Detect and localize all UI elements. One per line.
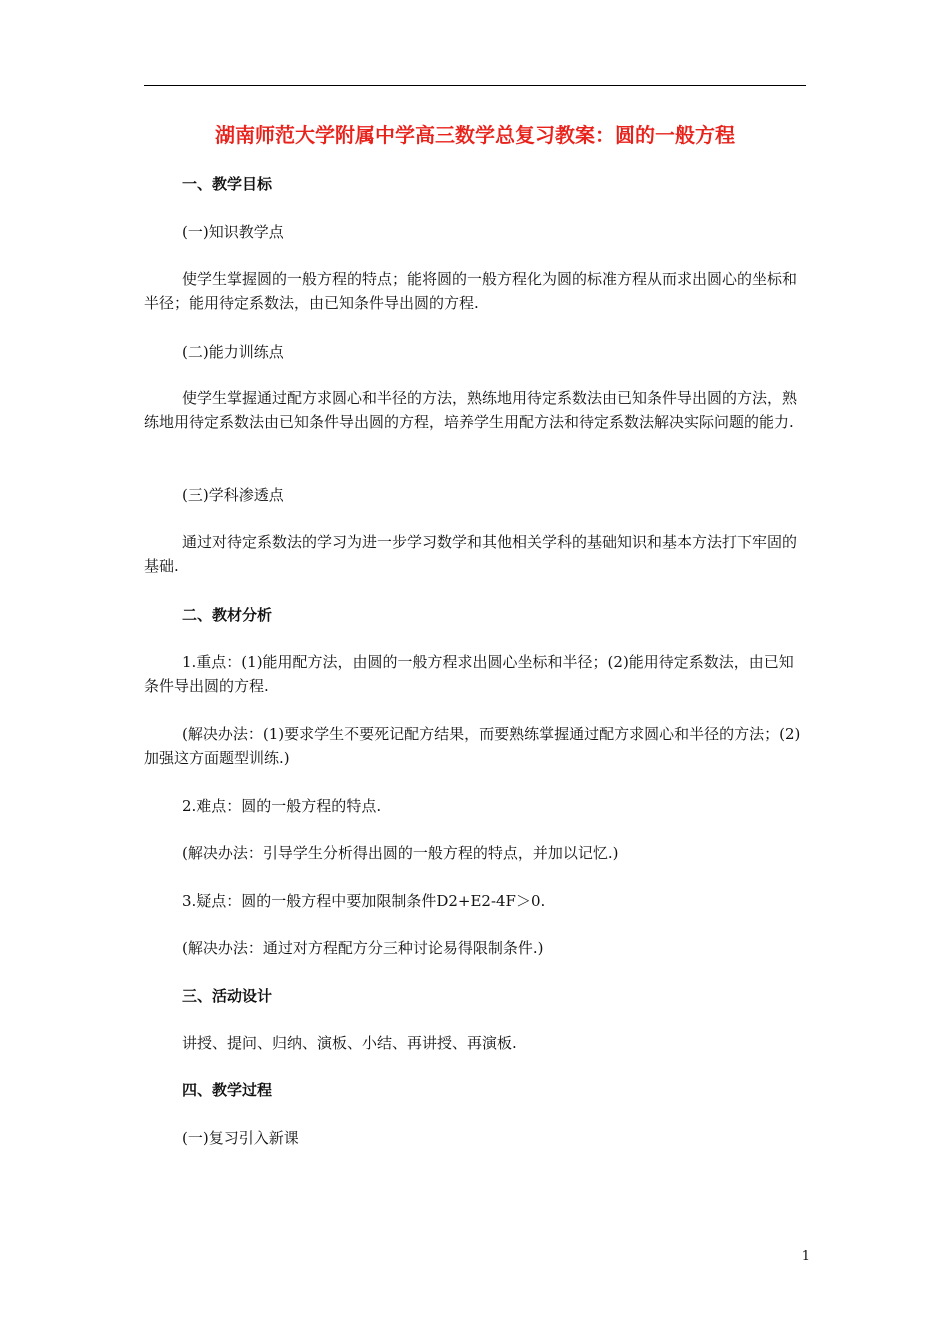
paragraph-doubtful-points: 3.疑点：圆的一般方程中要加限制条件D2+E2-4F＞0. (182, 892, 546, 910)
paragraph-doubtful-points-solution: (解决办法：通过对方程配方分三种讨论易得限制条件.) (182, 939, 544, 957)
paragraph-difficult-points: 2.难点：圆的一般方程的特点. (182, 797, 382, 815)
subheading-review-intro: (一)复习引入新课 (182, 1129, 299, 1147)
section-heading-material-analysis: 二、教材分析 (182, 606, 273, 624)
paragraph-discipline-penetration: 通过对待定系数法的学习为进一步学习数学和其他相关学科的基础知识和基本方法打下牢固的基础. (144, 533, 798, 575)
section-heading-teaching-process: 四、教学过程 (182, 1081, 273, 1099)
paragraph-key-points: 1.重点：(1)能用配方法，由圆的一般方程求出圆心坐标和半径；(2)能用待定系数法，由已知条件导出圆的方程. (144, 653, 794, 695)
page-number: 1 (801, 1249, 810, 1264)
subheading-knowledge-points: (一)知识教学点 (182, 223, 284, 241)
paragraph-key-points-solution: (解决办法：(1)要求学生不要死记配方结果，而要熟练掌握通过配方求圆心和半径的方法；(2)加强这方面题型训练.) (144, 725, 801, 767)
paragraph-knowledge-points: 使学生掌握圆的一般方程的特点；能将圆的一般方程化为圆的标准方程从而求出圆心的坐标和半径；能用待定系数法，由已知条件导出圆的方程. (144, 270, 798, 312)
paragraph-ability-training: 使学生掌握通过配方求圆心和半径的方法，熟练地用待定系数法由已知条件导出圆的方法，熟练地用待定系数法由已知条件导出圆的方程，培养学生用配方法和待定系数法解决实际问题的能力. (144, 389, 798, 431)
section-heading-teaching-goals: 一、教学目标 (182, 175, 273, 193)
section-heading-activity-design: 三、活动设计 (182, 987, 273, 1005)
document-title: 湖南师范大学附属中学高三数学总复习教案：圆的一般方程 (215, 123, 735, 147)
paragraph-difficult-points-solution: (解决办法：引导学生分析得出圆的一般方程的特点，并加以记忆.) (182, 844, 619, 862)
subheading-ability-training: (二)能力训练点 (182, 343, 284, 361)
subheading-discipline-penetration: (三)学科渗透点 (182, 486, 284, 504)
header-rule (144, 85, 806, 86)
paragraph-activity-design: 讲授、提问、归纳、演板、小结、再讲授、再演板. (182, 1034, 517, 1052)
